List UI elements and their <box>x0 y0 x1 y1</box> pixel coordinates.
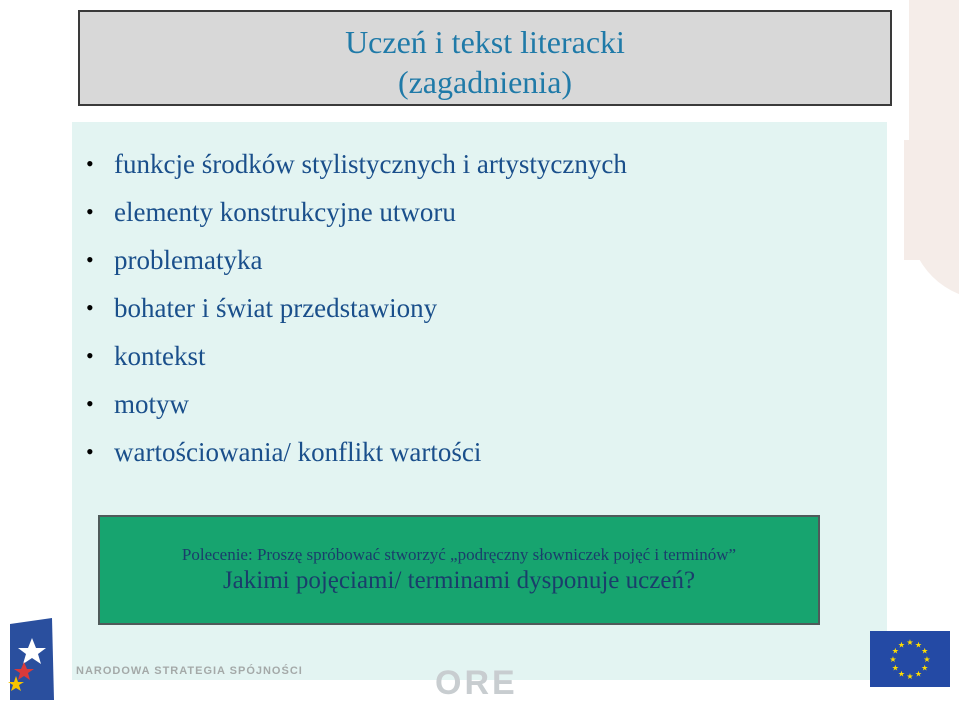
list-item-text: elementy konstrukcyjne utworu <box>114 197 456 227</box>
list-item-text: bohater i świat przedstawiony <box>114 293 438 323</box>
list-item <box>86 332 627 380</box>
slide-title-box <box>78 10 892 106</box>
bullet-icon: • <box>86 343 94 368</box>
task-question: Jakimi pojęciami/ terminami dysponuje uczeń? <box>222 567 696 594</box>
strategy-footer-text: NARODOWA STRATEGIA SPÓJNOŚCI <box>76 665 303 677</box>
eu-flag-icon <box>870 631 950 687</box>
eu-star-icon: ★ <box>891 646 899 656</box>
list-item <box>86 428 627 476</box>
eu-star-icon: ★ <box>897 640 906 650</box>
eu-star-icon: ★ <box>906 672 914 681</box>
bullet-icon: • <box>86 439 94 464</box>
task-box <box>98 515 820 625</box>
list-item-text: wartościowania/ konflikt wartości <box>114 437 482 467</box>
eu-star-icon: ★ <box>914 640 923 650</box>
eu-star-icon: ★ <box>897 669 906 679</box>
bullet-icon: • <box>86 247 94 272</box>
bullet-icon: • <box>86 199 94 224</box>
bullet-icon: • <box>86 151 94 176</box>
eu-star-icon: ★ <box>921 663 929 673</box>
eu-star-icon: ★ <box>921 646 929 656</box>
list-item <box>86 380 627 428</box>
list-item <box>86 236 627 284</box>
eu-star-icon: ★ <box>906 638 914 647</box>
list-item <box>86 188 627 236</box>
eu-star-icon: ★ <box>891 663 899 673</box>
list-item-text: kontekst <box>114 341 206 371</box>
list-item <box>86 140 627 188</box>
list-item-text: motyw <box>114 389 190 419</box>
list-item <box>86 284 627 332</box>
bullet-icon: • <box>86 391 94 416</box>
list-item-text: funkcje środków stylistycznych i artystycznych <box>114 149 627 179</box>
stars-logo-icon <box>8 616 56 700</box>
task-instruction: Polecenie: Proszę spróbować stworzyć „podręczny słowniczek pojęć i terminów” <box>181 545 737 564</box>
bullet-icon: • <box>86 295 94 320</box>
bullet-list <box>86 140 627 476</box>
list-item-text: problematyka <box>114 245 263 275</box>
slide-title: Uczeń i tekst literacki <box>345 24 625 60</box>
ore-logo: ORE <box>435 664 518 702</box>
background-decoration-lower <box>904 140 959 260</box>
eu-star-icon: ★ <box>923 655 931 664</box>
slide-subtitle: (zagadnienia) <box>397 64 573 100</box>
eu-star-icon: ★ <box>889 655 897 664</box>
eu-star-icon: ★ <box>914 669 923 679</box>
